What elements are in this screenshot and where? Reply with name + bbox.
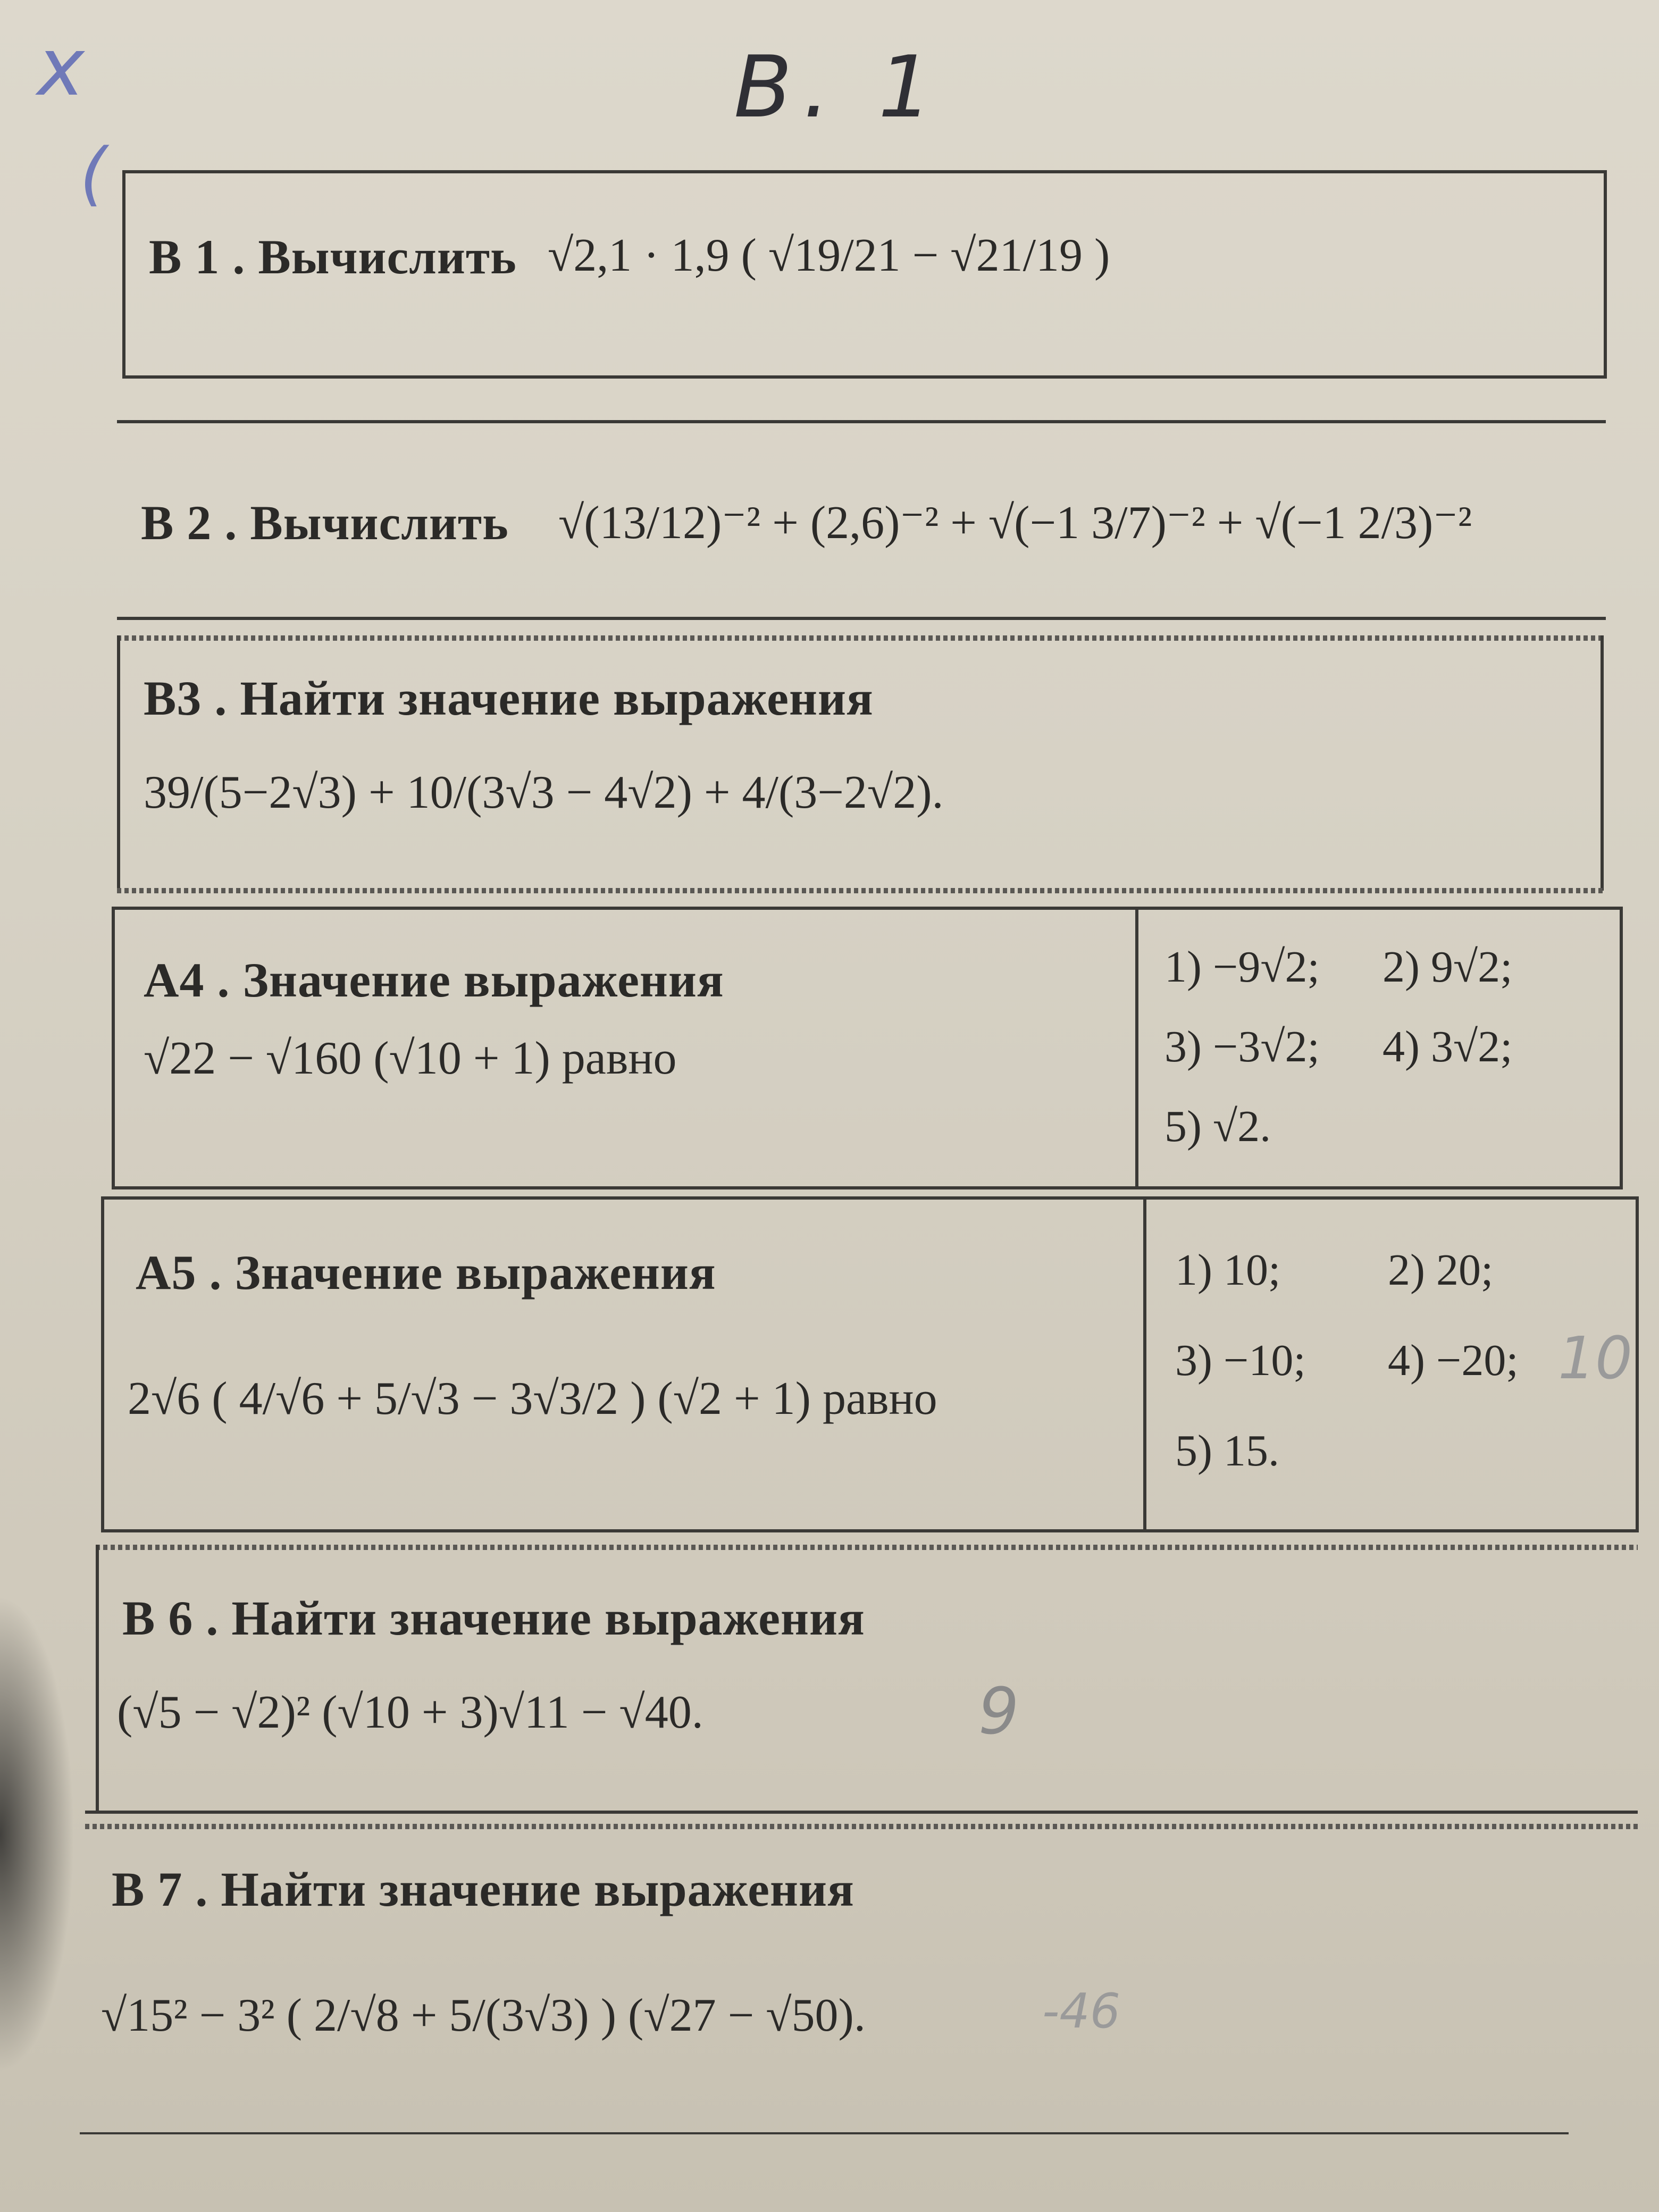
task-b2-top-rule [117, 420, 1606, 423]
task-a5-option-2: 2) 20; [1388, 1245, 1494, 1295]
task-b3-left-border [117, 635, 120, 891]
task-b6-label: В 6 . [122, 1591, 219, 1645]
task-a4-label: А4 . [144, 953, 230, 1007]
task-a5-option-5: 5) 15. [1175, 1426, 1279, 1476]
task-b6-top-rule [96, 1545, 1638, 1550]
handwritten-corner-mark: x [37, 21, 85, 114]
task-a5-label: А5 . [136, 1245, 222, 1300]
task-a4-option-1: 1) −9√2; [1164, 942, 1320, 992]
task-b6-bottom-rule [85, 1811, 1638, 1814]
task-b1-expression: √2,1 · 1,9 ( √19/21 − √21/19 ) [548, 230, 1110, 281]
handwritten-answer-a5: 10 [1558, 1324, 1632, 1392]
task-b6-text: Найти значение выражения [231, 1591, 865, 1645]
task-a5-option-4: 4) −20; [1388, 1336, 1519, 1385]
task-a4-option-3: 3) −3√2; [1164, 1022, 1320, 1071]
handwritten-paren-mark: ( [80, 133, 107, 214]
task-b3-text: Найти значение выражения [240, 671, 874, 725]
task-b3-top-rule [117, 635, 1606, 641]
task-b2-label: В 2 . [141, 496, 238, 550]
handwritten-answer-b7: -46 [1042, 1983, 1120, 2039]
task-b7-label: В 7 . [112, 1862, 208, 1916]
task-a4-divider [1135, 907, 1138, 1186]
task-b2-expression: √(13/12)⁻² + (2,6)⁻² + √(−1 3/7)⁻² + √(−1 2/3)⁻² [558, 497, 1472, 549]
task-b1-label: В 1 . [149, 230, 246, 284]
handwritten-answer-b6: 9 [978, 1675, 1019, 1749]
task-a5-expression: 2√6 ( 4/√6 + 5/√3 − 3√3/2 ) (√2 + 1) равно [128, 1373, 937, 1425]
task-a5-divider [1143, 1196, 1146, 1529]
task-b2-heading [141, 495, 509, 551]
task-b7-heading [112, 1861, 854, 1917]
task-a5-text: Значение выражения [234, 1245, 716, 1300]
task-a4-text: Значение выражения [242, 953, 724, 1007]
task-b3-bottom-rule [117, 888, 1606, 893]
task-b1-text: Вычислить [258, 230, 517, 284]
task-a5-heading [136, 1244, 716, 1301]
task-b7-top-rule [85, 1824, 1638, 1829]
task-a4-expression: √22 − √160 (√10 + 1) равно [144, 1033, 677, 1084]
task-b6-heading [122, 1590, 865, 1646]
task-b3-expression: 39/(5−2√3) + 10/(3√3 − 4√2) + 4/(3−2√2). [144, 767, 944, 818]
task-a5-option-3: 3) −10; [1175, 1336, 1306, 1385]
task-a5-option-1: 1) 10; [1175, 1245, 1281, 1295]
task-b6-left-border [96, 1545, 99, 1813]
task-b2-text: Вычислить [250, 496, 509, 550]
task-b7-bottom-rule [80, 2132, 1569, 2134]
task-b1-heading [149, 229, 517, 285]
hand-shadow [0, 1595, 74, 2074]
task-b3-right-border [1601, 635, 1604, 891]
task-b3-label: В3 . [144, 671, 228, 725]
task-a4-option-2: 2) 9√2; [1382, 942, 1513, 992]
task-b7-text: Найти значение выражения [221, 1862, 854, 1916]
task-a4-option-4: 4) 3√2; [1382, 1022, 1513, 1071]
task-a4-option-5: 5) √2. [1164, 1102, 1271, 1151]
variant-title: В. 1 [734, 37, 943, 137]
task-b2-bottom-rule [117, 617, 1606, 620]
task-b6-expression: (√5 − √2)² (√10 + 3)√11 − √40. [117, 1687, 703, 1738]
task-b3-heading [144, 670, 874, 726]
task-b7-expression: √15² − 3² ( 2/√8 + 5/(3√3) ) (√27 − √50). [101, 1990, 866, 2041]
task-a4-heading [144, 952, 724, 1008]
